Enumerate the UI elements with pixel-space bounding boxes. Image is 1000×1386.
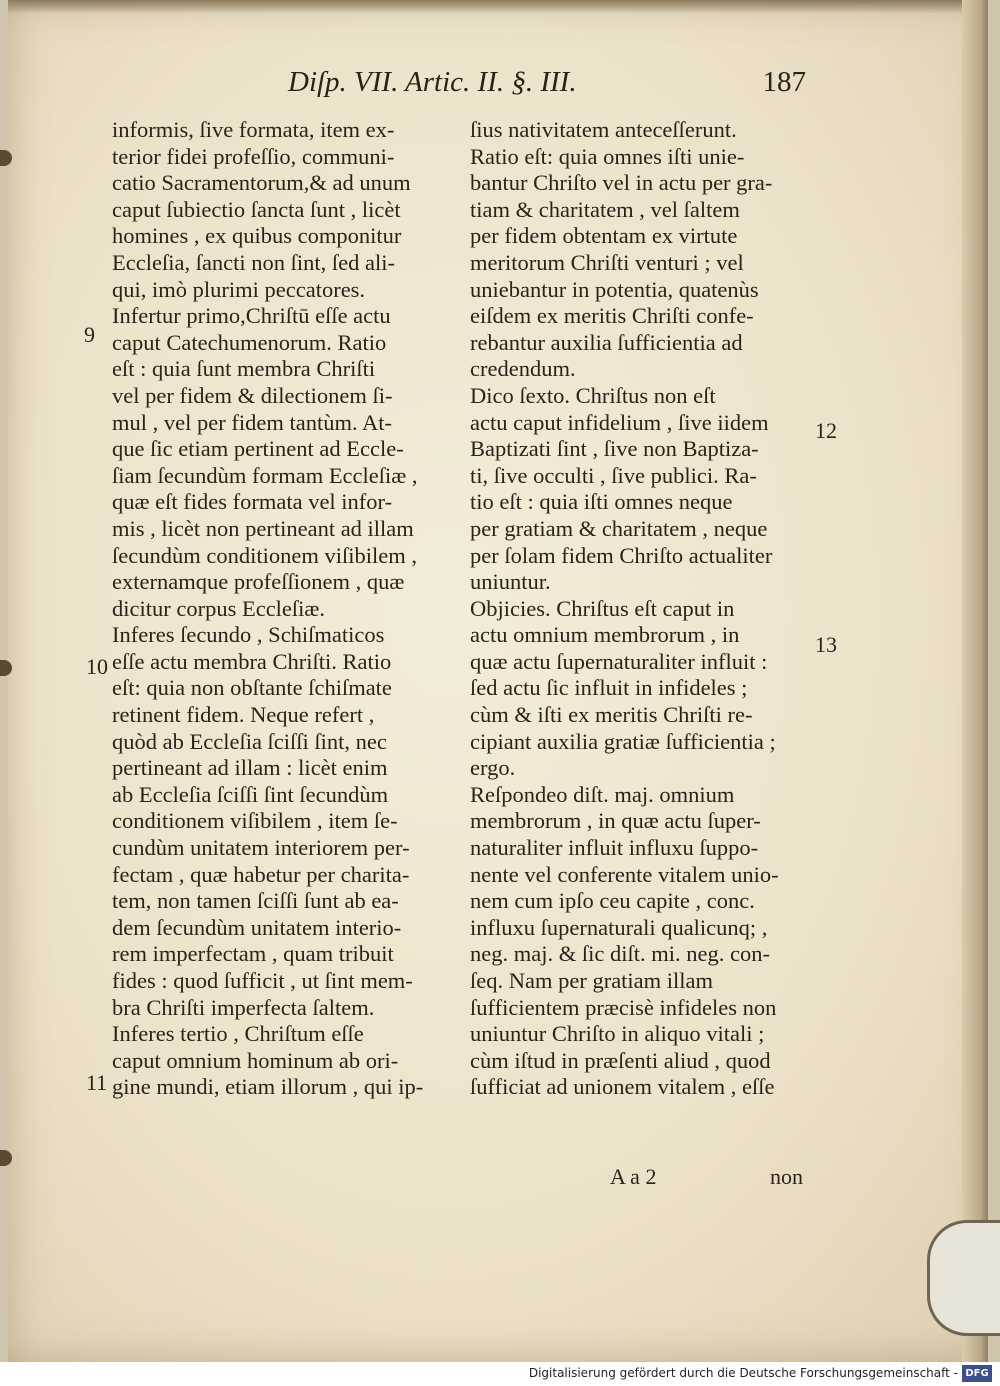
text-line: ergo. — [470, 755, 516, 781]
text-line: ſed actu ſic influit in infideles ; — [470, 675, 748, 701]
text-line: mis , licèt non pertineant ad illam — [112, 515, 414, 541]
text-line: caput ſubiectio ſancta ſunt , licèt — [112, 196, 401, 222]
text-line: nem cum ipſo ceu capite , conc. — [470, 888, 755, 914]
text-line: ſufficiat ad unionem vitalem , eſſe — [470, 1074, 775, 1100]
signature-mark: A a 2 — [610, 1164, 657, 1189]
margin-number-12: 12 — [815, 418, 837, 443]
text-line: ab Eccleſia ſciſſi ſint ſecundùm — [112, 781, 389, 807]
text-line: eſſe actu membra Chriſti. Ratio — [112, 648, 392, 674]
text-line: Ratio eſt: quia omnes iſti unie- — [470, 143, 745, 169]
funding-notice: Digitalisierung gefördert durch die Deutsche Forschungsgemeinschaft - — [528, 1366, 958, 1380]
text-line: que ſic etiam pertinent ad Eccle- — [112, 436, 404, 462]
margin-number-11: 11 — [86, 1070, 108, 1095]
text-line: dicitur corpus Eccleſiæ. — [112, 595, 326, 621]
text-line: cùm iſtud in præſenti aliud , quod — [470, 1047, 771, 1073]
text-line: tem, non tamen ſciſſi ſunt ab ea- — [112, 888, 399, 914]
text-line: naturaliter influit influxu ſuppo- — [470, 835, 759, 861]
text-line: eſt : quia ſunt membra Chriſti — [112, 356, 376, 382]
text-line: uniuntur Chriſto in aliquo vitali ; — [470, 1021, 765, 1047]
text-line: vel per fidem & dilectionem ſi- — [112, 382, 393, 408]
text-line: terior fidei profeſſio, communi- — [112, 143, 395, 169]
text-line: quæ actu ſupernaturaliter influit : — [470, 648, 768, 674]
text-line: cipiant auxilia gratiæ ſufficientia ; — [470, 728, 776, 754]
text-line: tiam & charitatem , vel ſaltem — [470, 196, 740, 222]
text-line: per ſolam fidem Chriſto actualiter — [470, 542, 773, 568]
page-number: 187 — [762, 66, 806, 98]
text-line: caput omnium hominum ab ori- — [112, 1047, 399, 1073]
text-line: retinent fidem. Neque refert , — [112, 702, 375, 728]
text-line: bra Chriſti imperfecta ſaltem. — [112, 994, 375, 1020]
text-line: tio eſt : quia iſti omnes neque — [470, 489, 733, 515]
text-line: bantur Chriſto vel in actu per gra- — [470, 170, 773, 196]
text-line: uniebantur in potentia, quatenùs — [470, 276, 759, 302]
text-line: neg. maj. & ſic diſt. mi. neg. con- — [470, 941, 770, 967]
text-line: Baptizati ſint , ſive non Baptiza- — [470, 436, 759, 462]
text-line: Objicies. Chriſtus eſt caput in — [470, 595, 735, 621]
text-line: actu caput infidelium , ſive iidem — [470, 409, 769, 435]
text-line: influxu ſupernaturali qualicunq; , — [470, 914, 768, 940]
text-line: Infertur primo,Chriſtū eſſe actu — [112, 303, 391, 329]
text-line: ſufficientem præcisè infideles non — [470, 994, 777, 1020]
text-line: Reſpondeo diſt. maj. omnium — [470, 781, 735, 807]
text-line: quæ eſt fides formata vel infor- — [112, 489, 393, 515]
margin-number-10: 10 — [86, 654, 108, 679]
text-line: externamque profeſſionem , quæ — [112, 569, 405, 595]
text-line: actu omnium membrorum , in — [470, 622, 740, 648]
text-line: cùm & iſti ex meritis Chriſti re- — [470, 702, 753, 728]
left-column — [112, 117, 460, 1101]
margin-number-13: 13 — [815, 632, 837, 657]
text-line: ſius nativitatem anteceſſerunt. — [470, 117, 737, 142]
catchword: non — [770, 1164, 803, 1189]
text-line: uniuntur. — [470, 569, 551, 595]
text-line: eſt: quia non obſtante ſchiſmate — [112, 675, 392, 701]
header-title: Diſp. VII. Artic. II. §. III. — [288, 66, 577, 98]
text-line: quòd ab Eccleſia ſciſſi ſint, nec — [112, 728, 387, 754]
text-line: eiſdem ex meritis Chriſti confe- — [470, 303, 754, 329]
text-line: Dico ſexto. Chriſtus non eſt — [470, 382, 716, 408]
running-header — [276, 66, 816, 110]
text-line: Eccleſia, ſancti non ſint, ſed ali- — [112, 249, 396, 275]
text-line: credendum. — [470, 356, 576, 382]
text-line: per gratiam & charitatem , neque — [470, 515, 768, 541]
text-line: caput Catechumenorum. Ratio — [112, 329, 387, 355]
text-line: meritorum Chriſti venturi ; vel — [470, 249, 744, 275]
text-line: ſecundùm conditionem viſibilem , — [112, 542, 417, 568]
text-line: per fidem obtentam ex virtute — [470, 223, 738, 249]
page-edge — [962, 0, 988, 1362]
text-line: cundùm unitatem interiorem per- — [112, 835, 410, 861]
text-line: ſeq. Nam per gratiam illam — [470, 968, 714, 993]
text-line: rem imperfectam , quam tribuit — [112, 941, 394, 967]
text-line: nente vel conferente vitalem unio- — [470, 861, 779, 887]
text-line: homines , ex quibus componitur — [112, 223, 402, 249]
text-line: dem ſecundùm unitatem interio- — [112, 914, 402, 940]
right-column — [470, 117, 815, 1101]
text-line: ſiam ſecundùm formam Eccleſiæ , — [112, 462, 418, 488]
text-line: pertineant ad illam : licèt enim — [112, 755, 388, 781]
text-line: Inferes tertio , Chriſtum eſſe — [112, 1021, 364, 1047]
text-line: informis, ſive formata, item ex- — [112, 117, 395, 142]
text-line: rebantur auxilia ſufficientia ad — [470, 329, 743, 355]
text-line: gine mundi, etiam illorum , qui ip- — [112, 1074, 424, 1100]
text-line: catio Sacramentorum,& ad unum — [112, 170, 411, 196]
text-line: mul , vel per fidem tantùm. At- — [112, 409, 392, 435]
page-top-shadow — [8, 0, 988, 14]
digitization-banner — [0, 1362, 1000, 1386]
text-line: membrorum , in quæ actu ſuper- — [470, 808, 761, 834]
page-clip — [927, 1220, 1000, 1336]
text-line: conditionem viſibilem , item ſe- — [112, 808, 398, 834]
text-line: ti, ſive occulti , ſive publici. Ra- — [470, 462, 757, 488]
dfg-logo: DFG — [962, 1365, 992, 1382]
text-line: qui, imò plurimi peccatores. — [112, 276, 366, 302]
text-line: Inferes ſecundo , Schiſmaticos — [112, 622, 385, 648]
text-line: fectam , quæ habetur per charita- — [112, 861, 410, 887]
text-line: fides : quod ſufficit , ut ſint mem- — [112, 968, 413, 993]
margin-number-9: 9 — [84, 322, 95, 347]
